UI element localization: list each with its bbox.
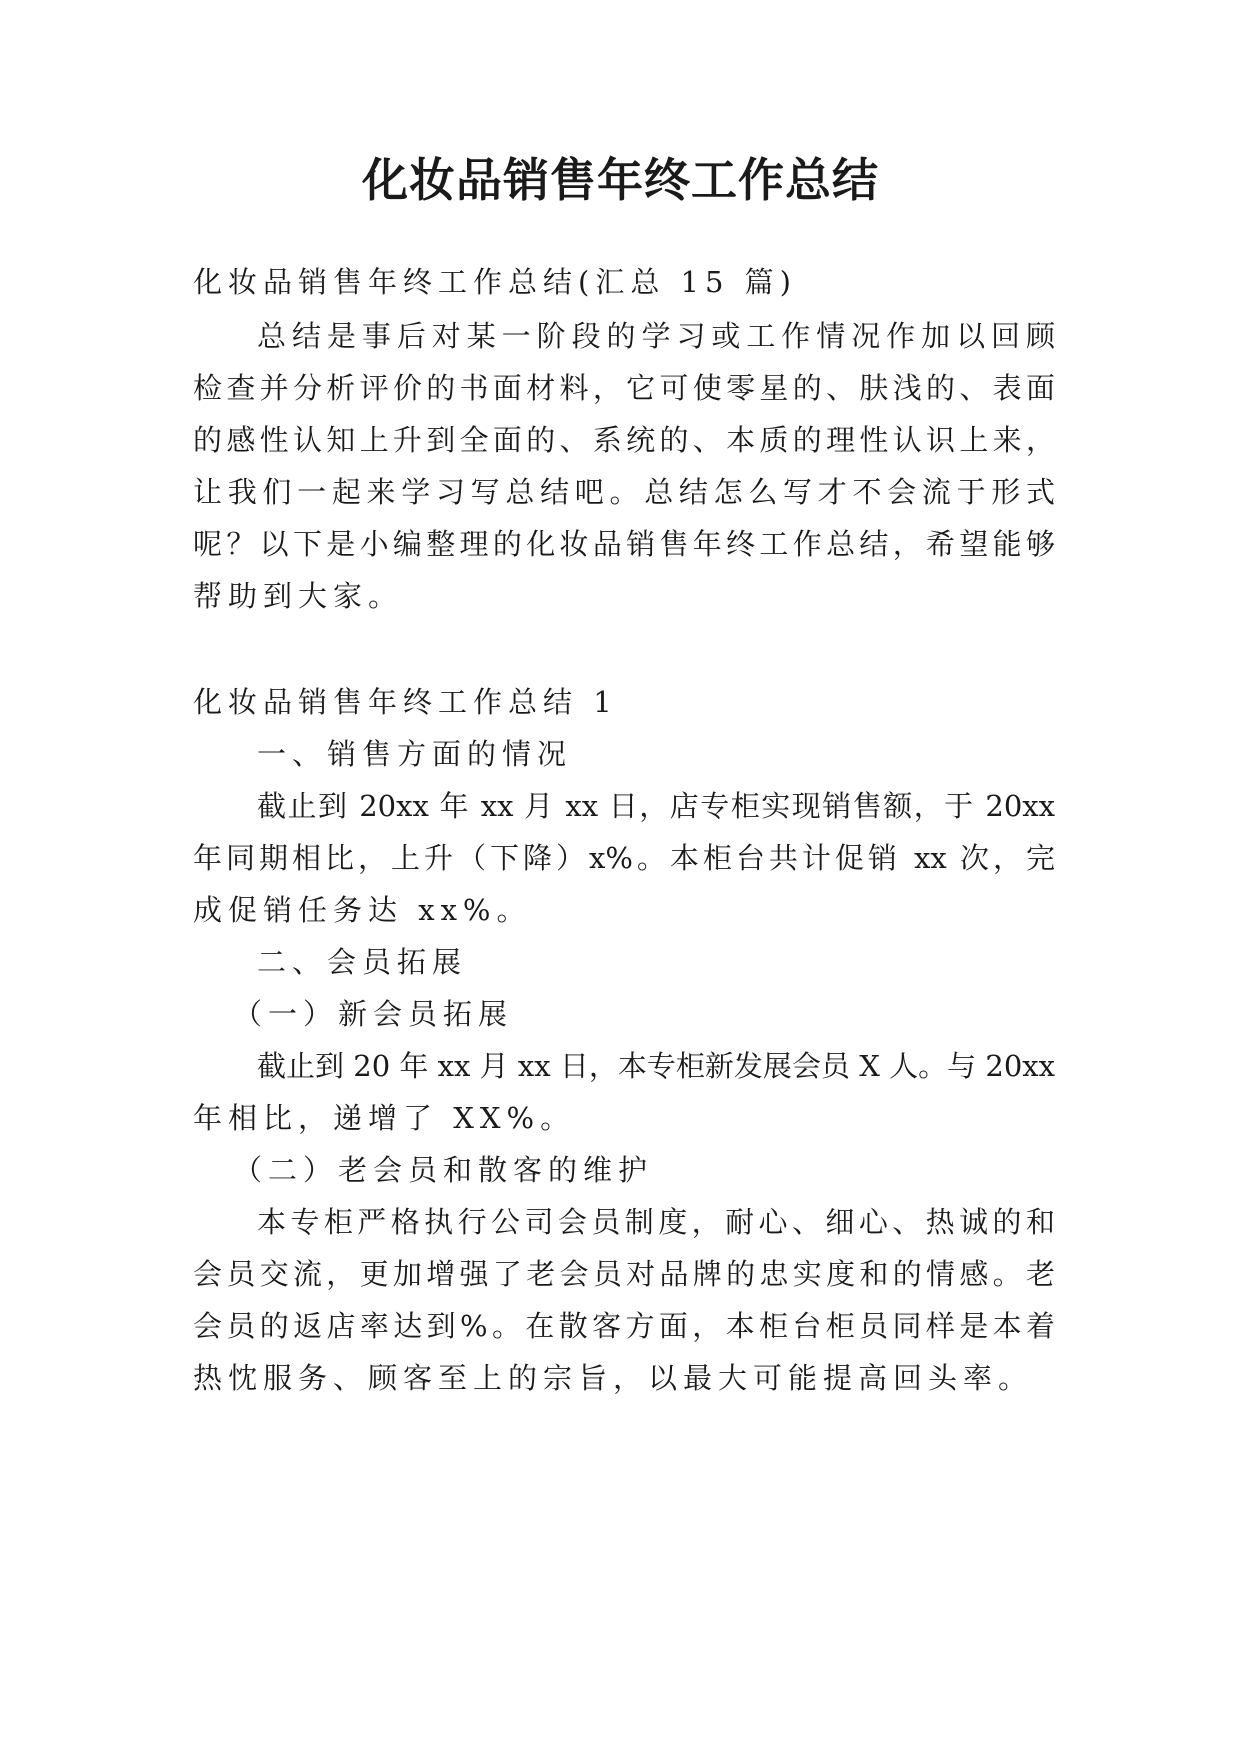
intro-line-6: 帮助到大家。 <box>193 579 404 613</box>
section-heading: 化妆品销售年终工作总结 1 <box>193 685 618 719</box>
intro-line-5: 呢？以下是小编整理的化妆品销售年终工作总结，希望能够 <box>193 527 1055 561</box>
heading-old-members: （二）老会员和散客的维护 <box>233 1153 654 1187</box>
intro-line-3: 的感性认知上升到全面的、系统的、本质的理性认识上来， <box>193 423 1055 457</box>
intro-line-1: 总结是事后对某一阶段的学习或工作情况作加以回顾 <box>257 319 1055 353</box>
members-line-2: 年相比，递增了 XX%。 <box>193 1101 576 1135</box>
sales-line-2: 年同期相比，上升（下降）x%。本柜台共计促销 xx 次，完 <box>193 841 1055 875</box>
retention-line-2: 会员交流，更加增强了老会员对品牌的忠实度和的情感。老 <box>193 1257 1055 1291</box>
retention-line-1: 本专柜严格执行公司会员制度，耐心、细心、热诚的和 <box>257 1205 1055 1239</box>
retention-line-4: 热忱服务、顾客至上的宗旨，以最大可能提高回头率。 <box>193 1361 1034 1395</box>
heading-members: 二、会员拓展 <box>257 945 468 979</box>
subtitle-line: 化妆品销售年终工作总结(汇总 15 篇) <box>193 265 797 299</box>
sales-line-3: 成促销任务达 xx%。 <box>193 893 532 927</box>
sales-line-1: 截止到 20xx 年 xx 月 xx 日，店专柜实现销售额，于 20xx <box>257 789 1055 823</box>
heading-sales: 一、销售方面的情况 <box>257 737 573 771</box>
intro-line-4: 让我们一起来学习写总结吧。总结怎么写才不会流于形式 <box>193 475 1055 509</box>
document-title: 化妆品销售年终工作总结 <box>362 153 879 207</box>
retention-line-3: 会员的返店率达到%。在散客方面，本柜台柜员同样是本着 <box>193 1309 1055 1343</box>
heading-new-members: （一）新会员拓展 <box>233 997 514 1031</box>
members-line-1: 截止到 20 年 xx 月 xx 日，本专柜新发展会员 X 人。与 20xx <box>257 1049 1055 1083</box>
intro-line-2: 检查并分析评价的书面材料，它可使零星的、肤浅的、表面 <box>193 371 1055 405</box>
